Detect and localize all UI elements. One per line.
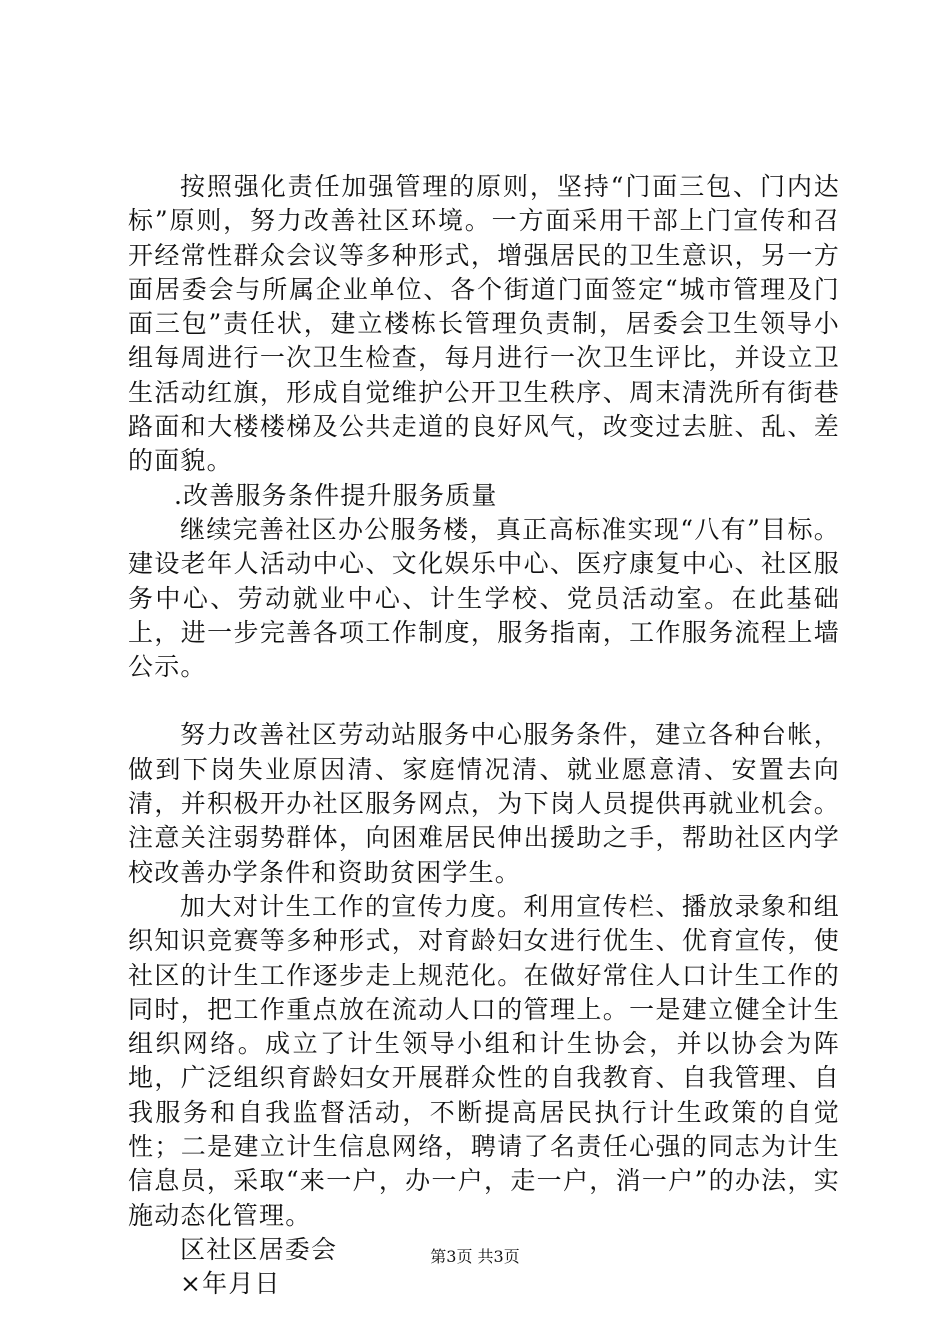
paragraph-spacer: [128, 684, 840, 718]
paragraph-family-planning: 加大对计生工作的宣传力度。利用宣传栏、播放录象和组织知识竞赛等多种形式，对育龄妇女进行优生、优育宣传，使社区的计生工作逐步走上规范化。在做好常住人口计生工作的同时，把工作重点放在流动人口的管理上。一是建立健全计生组织网络。成立了计生领导小组和计生协会，并以协会为阵地，广泛组织育龄妇女开展群众性的自我教育、自我管理、自我服务和自我监督活动，不断提高居民执行计生政策的自觉性；二是建立计生信息网络，聘请了名责任心强的同志为计生信息员，采取“来一户，办一户，走一户，消一户”的办法，实施动态化管理。: [128, 891, 840, 1230]
document-body: [128, 170, 840, 1302]
signature-date: ×年月日: [180, 1269, 281, 1299]
section-heading-service: .改善服务条件提升服务质量: [174, 480, 498, 510]
page-number: 第3页 共3页: [430, 1247, 520, 1266]
paragraph-service-building: 继续完善社区办公服务楼，真正高标准实现“八有”目标。建设老年人活动中心、文化娱乐中心、医疗康复中心、社区服务中心、劳动就业中心、计生学校、党员活动室。在此基础上，进一步完善各项工作制度，服务指南，工作服务流程上墙公示。: [128, 514, 840, 682]
paragraph-labor-station: 努力改善社区劳动站服务中心服务条件，建立各种台帐，做到下岗失业原因清、家庭情况清、就业愿意清、安置去向清，并积极开办社区服务网点，为下岗人员提供再就业机会。注意关注弱势群体，向困难居民伸出援助之手，帮助社区内学校改善办学条件和资助贫困学生。: [128, 720, 840, 887]
paragraph-environment: 按照强化责任加强管理的原则，坚持“门面三包、门内达标”原则，努力改善社区环境。一方面采用干部上门宣传和召开经常性群众会议等多种形式，增强居民的卫生意识，另一方面居委会与所属企业单位、各个街道门面签定“城市管理及门面三包”责任状，建立楼栋长管理负责制，居委会卫生领导小组每周进行一次卫生检查，每月进行一次卫生评比，并设立卫生活动红旗，形成自觉维护公开卫生秩序、周末清洗所有街巷路面和大楼楼梯及公共走道的良好风气，改变过去脏、乱、差的面貌。: [128, 172, 840, 476]
signature-organization: 区社区居委会: [180, 1234, 338, 1264]
